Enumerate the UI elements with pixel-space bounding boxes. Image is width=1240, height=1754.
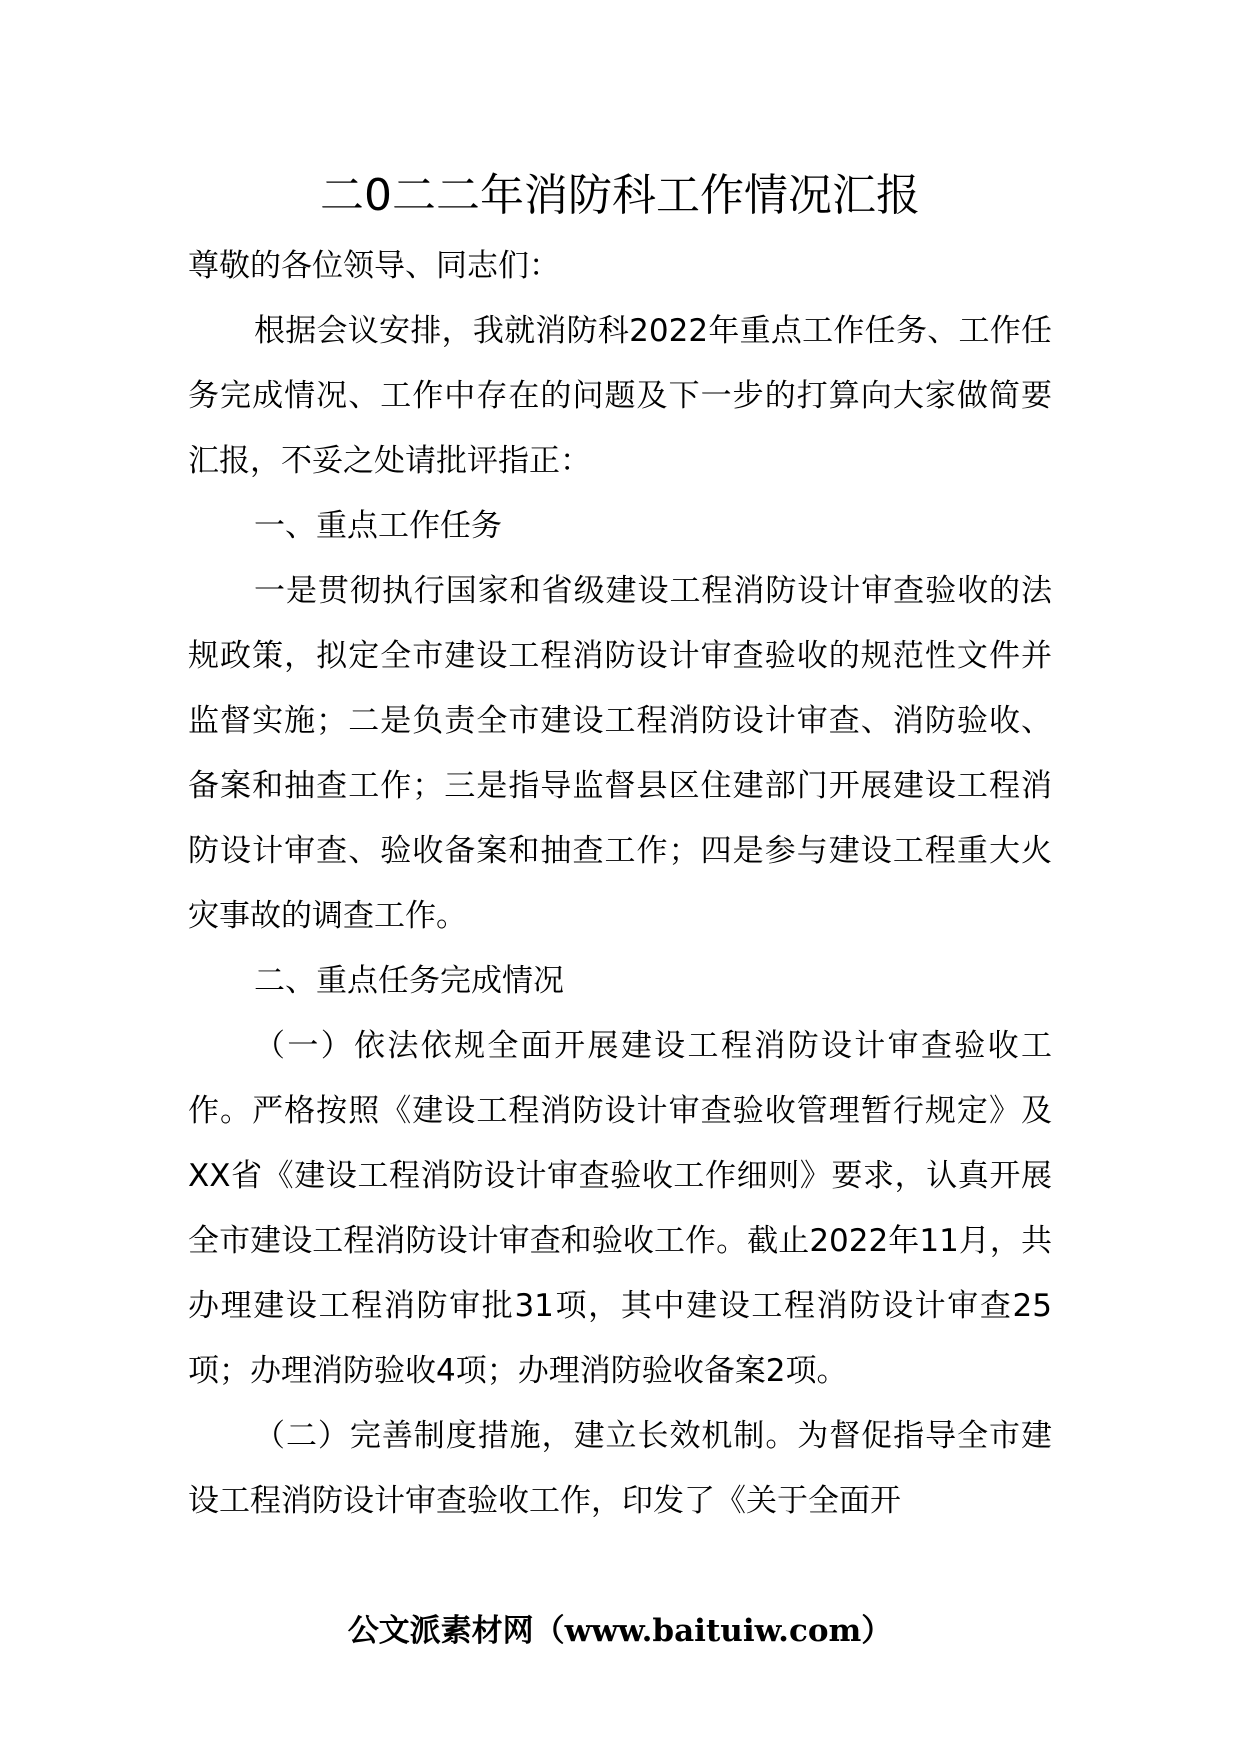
paragraph-completion-1: （一）依法依规全面开展建设工程消防设计审查验收工作。严格按照《建设工程消防设计审查验收管理暂行规定》及XX省《建设工程消防设计审查验收工作细则》要求，认真开展全市建设工程消防设计审查和验收工作。截止2022年11月，共办理建设工程消防审批31项，其中建设工程消防设计审查25项；办理消防验收4项；办理消防验收备案2项。 <box>188 1028 1052 1389</box>
footer-watermark: 公文派素材网（www.baituiw.com） <box>347 1613 893 1649</box>
document-body <box>188 234 1052 1534</box>
salutation: 尊敬的各位领导、同志们： <box>188 248 560 284</box>
paragraph-intro: 根据会议安排，我就消防科2022年重点工作任务、工作任务完成情况、工作中存在的问题及下一步的打算向大家做简要汇报，不妥之处请批评指正： <box>188 313 1052 479</box>
paragraph-completion-2: （二）完善制度措施，建立长效机制。为督促指导全市建设工程消防设计审查验收工作，印发了《关于全面开 <box>188 1418 1052 1519</box>
section-heading-2: 二、重点任务完成情况 <box>254 963 564 999</box>
document-title: 二0二二年消防科工作情况汇报 <box>320 170 920 221</box>
section-heading-1: 一、重点工作任务 <box>254 508 502 544</box>
paragraph-key-tasks: 一是贯彻执行国家和省级建设工程消防设计审查验收的法规政策，拟定全市建设工程消防设计审查验收的规范性文件并监督实施；二是负责全市建设工程消防设计审查、消防验收、备案和抽查工作；三是指导监督县区住建部门开展建设工程消防设计审查、验收备案和抽查工作；四是参与建设工程重大火灾事故的调查工作。 <box>188 573 1052 934</box>
